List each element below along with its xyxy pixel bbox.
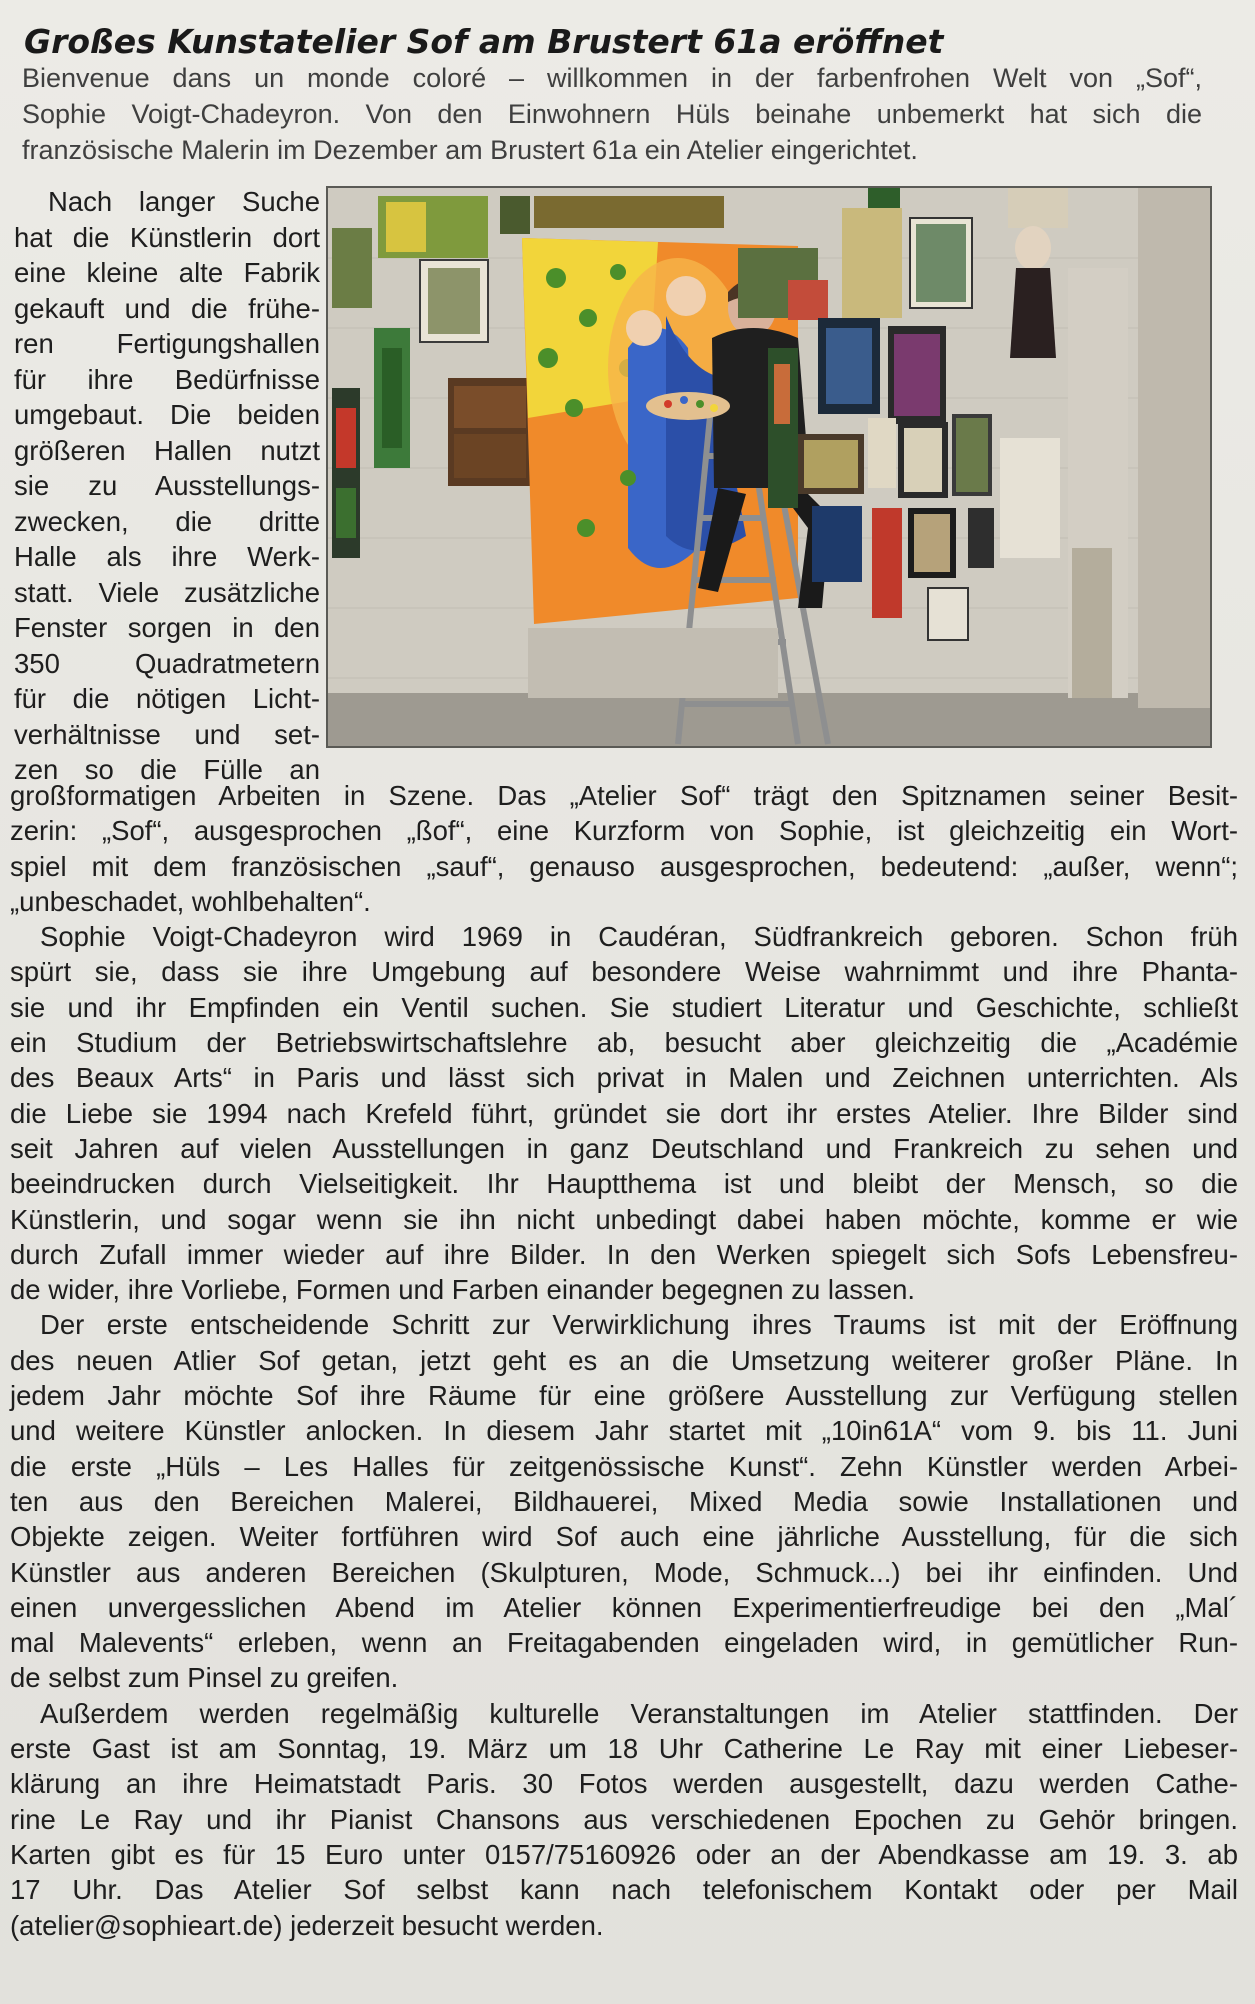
body-line: zerin: „Sof“, ausgesprochen „ßof“, eine Kurzform von Sophie, ist gleichzeitig ein Wort- xyxy=(10,815,1238,847)
side-line: Nach langer Suche xyxy=(48,186,320,217)
body-line: rine Le Ray und ihr Pianist Chansons aus verschiedenen Epochen zu Gehör bringen. xyxy=(10,1803,1238,1835)
body-line: de wider, ihre Vorliebe, Formen und Farben einander begegnen zu lassen. xyxy=(10,1274,916,1306)
side-line: 350 Quadratmetern xyxy=(14,647,320,679)
body-line: erste Gast ist am Sonntag, 19. März um 18 Uhr Catherine Le Ray mit einer Liebeser- xyxy=(10,1733,1238,1765)
body-line: Objekte zeigen. Weiter fortführen wird Sof auch eine jährliche Ausstellung, für die sich xyxy=(10,1521,1238,1553)
lead-line: Bienvenue dans un monde coloré – willkommen in der farbenfrohen Welt von „Sof“, xyxy=(22,63,1202,93)
artist-on-ladder-icon xyxy=(328,188,1210,746)
body-line: ten aus den Bereichen Malerei, Bildhauerei, Mixed Media sowie Installationen und xyxy=(10,1485,1238,1517)
body-line: Künstler aus anderen Bereichen (Skulpturen, Mode, Schmuck...) bei ihr einfinden. Und xyxy=(10,1556,1238,1588)
body-line: (atelier@sophieart.de) jederzeit besucht werden. xyxy=(10,1909,604,1941)
body-line: mal Malevents“ erleben, wenn an Freitagabenden eingeladen wird, in gemütlicher Run- xyxy=(10,1627,1238,1659)
side-line: hat die Künstlerin dort xyxy=(14,221,320,253)
side-line: Fenster sorgen in den xyxy=(14,612,320,643)
body-line: 17 Uhr. Das Atelier Sof selbst kann nach telefonischem Kontakt oder per Mail xyxy=(10,1874,1238,1906)
side-line: umgebaut. Die beiden xyxy=(14,399,320,430)
side-line: Halle als ihre Werk- xyxy=(14,541,320,572)
side-line: größeren Hallen nutzt xyxy=(14,434,320,466)
body-line: des Beaux Arts“ in Paris und lässt sich privat in Malen und Zeichnen unterrichten. Als xyxy=(10,1062,1238,1094)
body-line: jedem Jahr möchte Sof ihre Räume für eine größere Ausstellung zur Verfügung stellen xyxy=(10,1380,1238,1412)
article-body xyxy=(10,778,1238,1943)
body-line: Karten gibt es für 15 Euro unter 0157/75160926 oder an der Abendkasse am 19. 3. ab xyxy=(10,1838,1238,1870)
side-line: für die nötigen Licht- xyxy=(14,683,320,714)
body-line: die erste „Hüls – Les Halles für zeitgenössische Kunst“. Zehn Künstler werden Arbei- xyxy=(10,1450,1238,1482)
body-line: de selbst zum Pinsel zu greifen. xyxy=(10,1662,399,1694)
body-line: großformatigen Arbeiten in Szene. Das „Atelier Sof“ trägt den Spitznamen seiner Besit- xyxy=(10,780,1238,811)
side-line: gekauft und die frühe- xyxy=(14,292,320,324)
body-line: Außerdem werden regelmäßig kulturelle Veranstaltungen im Atelier stattfinden. Der xyxy=(40,1697,1238,1729)
body-line: Der erste entscheidende Schritt zur Verwirklichung ihres Traums ist mit der Eröffnung xyxy=(40,1309,1238,1341)
body-line: seit Jahren auf vielen Ausstellungen in ganz Deutschland und Frankreich zu sehen und xyxy=(10,1132,1238,1164)
side-line: zen so die Fülle an xyxy=(14,754,320,785)
lead-line: Sophie Voigt-Chadeyron. Von den Einwohnern Hüls beinahe unbemerkt hat sich die xyxy=(22,99,1202,129)
body-line: des neuen Atlier Sof getan, jetzt geht es an die Umsetzung weiterer großer Pläne. In xyxy=(10,1344,1238,1376)
body-line: und weitere Künstler anlocken. In diesem Jahr startet mit „10in61A“ vom 9. bis 11. Juni xyxy=(10,1415,1238,1447)
body-line: Künstlerin, und sogar wenn sie ihn nicht unbedingt dabei haben möchte, komme er wie xyxy=(10,1203,1238,1235)
body-line: die Liebe sie 1994 nach Krefeld führt, gründet sie dort ihr erstes Atelier. Ihre Bilder sind xyxy=(10,1097,1238,1129)
article-lead xyxy=(22,60,1202,168)
body-line: spiel mit dem französischen „sauf“, genauso ausgesprochen, bedeutend: „außer, wenn“; xyxy=(10,850,1238,882)
article-headline: Großes Kunstatelier Sof am Brustert 61a eröffnet xyxy=(24,22,944,61)
body-line: „unbeschadet, wohlbehalten“. xyxy=(10,885,371,917)
lead-line: französische Malerin im Dezember am Brustert 61a ein Atelier eingerichtet. xyxy=(22,135,918,165)
side-line: sie zu Ausstellungs- xyxy=(14,470,320,501)
body-line: durch Zufall immer wieder auf ihre Bilder. In den Werken spiegelt sich Sofs Lebensfreu- xyxy=(10,1238,1238,1270)
side-line: ren Fertigungshallen xyxy=(14,328,320,359)
article-side-column xyxy=(14,184,320,788)
side-line: verhältnisse und set- xyxy=(14,718,320,750)
side-line: zwecken, die dritte xyxy=(14,505,320,537)
artist-photo xyxy=(326,186,1212,748)
body-line: beeindrucken durch Vielseitigkeit. Ihr Hauptthema ist und bleibt der Mensch, so die xyxy=(10,1168,1238,1200)
body-line: sie und ihr Empfinden ein Ventil suchen. Sie studiert Literatur und Geschichte, schließt xyxy=(10,991,1238,1023)
body-line: ein Studium der Betriebswirtschaftslehre ab, besucht aber gleichzeitig die „Académie xyxy=(10,1027,1238,1059)
body-line: klärung an ihre Heimatstadt Paris. 30 Fotos werden ausgestellt, dazu werden Cathe- xyxy=(10,1768,1238,1800)
side-line: statt. Viele zusätzliche xyxy=(14,576,320,608)
side-line: für ihre Bedürfnisse xyxy=(14,363,320,395)
side-line: eine kleine alte Fabrik xyxy=(14,257,320,288)
body-line: einen unvergesslichen Abend im Atelier können Experimentierfreudige bei den „Mal´ xyxy=(10,1591,1238,1623)
body-line: spürt sie, dass sie ihre Umgebung auf besondere Weise wahrnimmt und ihre Phanta- xyxy=(10,956,1238,988)
body-line: Sophie Voigt-Chadeyron wird 1969 in Caudéran, Südfrankreich geboren. Schon früh xyxy=(40,921,1238,953)
